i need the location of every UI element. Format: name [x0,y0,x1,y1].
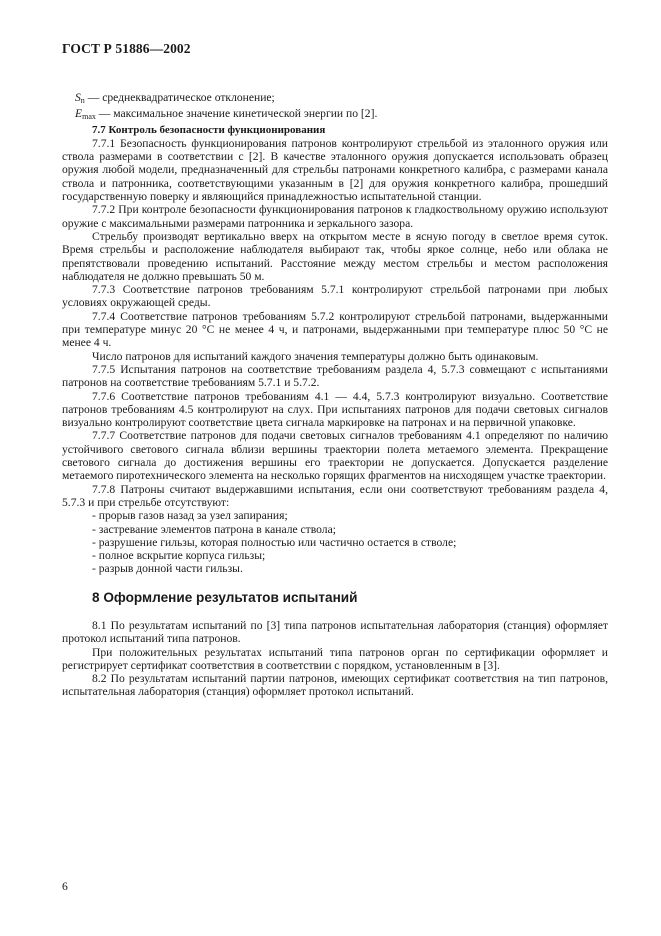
list-item: - застревание элементов патрона в канале ствола; [92,522,336,536]
definition-symbol: S [75,91,81,104]
paragraph-certificate: При положительных результатах испытаний типа патронов орган по сертификации оформляет и регистрирует сертификат соответствия в соответствии с порядком, установленным в [3]. [62,645,608,672]
list-item: - разрушение гильзы, которая полностью или частично остается в стволе; [92,535,457,549]
paragraph-7-7-4: 7.7.4 Соответствие патронов требованиям 5.7.2 контролируют стрельбой патронами, выдержанными при температуре минус 20 °С не менее 4 ч, и патронами, выдержанными при температуре плюс 50 °С не менее 4 ч. [62,309,608,350]
list-item: - прорыв газов назад за узел запирания; [92,509,288,523]
paragraph-7-7-5: 7.7.5 Испытания патронов на соответствие требованиям раздела 4, 5.7.3 совмещают с испытаниями патронов на соответствие требованиям 5.7.1 и 5.7.2. [62,362,608,390]
paragraph-shooting-conditions: Стрельбу производят вертикально вверх на открытом месте в ясную погоду в светлое время суток. Время стрельбы и расположение наблюдателя выбирают так, чтобы яркое солнце, небо или облака не препятствовали проведению испытаний. Расстояние между местом стрельбы и местом расположения наблюдателя не должно превышать 50 м. [62,229,608,283]
subsection-heading: 7.7 Контроль безопасности функционирования [92,123,326,136]
definition-item [75,107,608,123]
paragraph-7-7-7: 7.7.7 Соответствие патронов для подачи световых сигналов требованиям 4.1 определяют по наличию устойчивого светового сигнала вблизи вершины траектории полета метаемого элемента. Прекращение светового сигнала до достижения вершины его траектории не допускается. Допускается разделение метаемого пиротехнического элемента на несколько горящих фрагментов на нисходящем участке траектории. [62,429,608,483]
paragraph-8-1: 8.1 По результатам испытаний по [3] типа патронов испытательная лаборатория (станция) оформляет протокол испытаний типа патронов. [62,618,608,646]
symbol-definitions [62,91,608,124]
failure-list [62,509,608,575]
definition-subscript: max [82,112,96,122]
paragraph-8-2: 8.2 По результатам испытаний партии патронов, имеющих сертификат соответствия на тип патронов, испытательная лаборатория (станция) оформляет протокол испытаний. [62,672,608,699]
definition-text: — среднеквадратическое отклонение; [84,91,275,104]
paragraph-7-7-8: 7.7.8 Патроны считают выдержавшими испытания, если они соответствуют требованиям раздела 4, 5.7.3 и при стрельбе отсутствуют: [62,482,608,509]
page-header-title: ГОСТ Р 51886—2002 [62,41,191,56]
page-body [62,91,608,699]
list-item: - полное вскрытие корпуса гильзы; [92,549,266,563]
section-heading-8: 8 Оформление результатов испытаний [92,589,358,605]
definition-item [75,91,608,107]
paragraph-cartridge-count: Число патронов для испытаний каждого значения температуры должно быть одинаковым. [92,349,539,363]
paragraph-7-7-3: 7.7.3 Соответствие патронов требованиям 5.7.1 контролируют стрельбой патронами при любых условиях окружающей среды. [62,283,608,310]
definition-subscript: n [80,96,85,105]
definition-text: — максимальное значение кинетической энергии по [2]. [95,107,378,121]
paragraph-7-7-6: 7.7.6 Соответствие патронов требованиям 4.1 — 4.4, 5.7.3 контролируют визуально. Соответствие патронов требованиям 4.5 контролируют на слух. При испытаниях патронов для подачи световых сигналов визуально контролируют соответствие цвета сигнала маркировке на патронах и на первичной упаковке. [62,389,608,430]
definition-symbol: E [75,107,83,121]
list-item: - разрыв донной части гильзы. [92,562,243,576]
page-number: 6 [62,880,68,893]
paragraph-7-7-1: 7.7.1 Безопасность функционирования патронов контролируют стрельбой из эталонного оружия или ствола размерами в соответствии с [2]. В качестве эталонного оружия допускается использовать образец оружия любой модели, предназначенный для стрельбы патронами конкретного калибра, с размерами канала ствола и патронника, соответствующими указанным в [2] для оружия конкретного калибра, прошедший государственную поверку и являющийся принадлежностью испытательной станции. [62,136,608,204]
paragraph-7-7-2: 7.7.2 При контроле безопасности функционирования патронов к гладкоствольному оружию используют оружие с максимальными размерами патронника и зеркального зазора. [62,203,608,230]
